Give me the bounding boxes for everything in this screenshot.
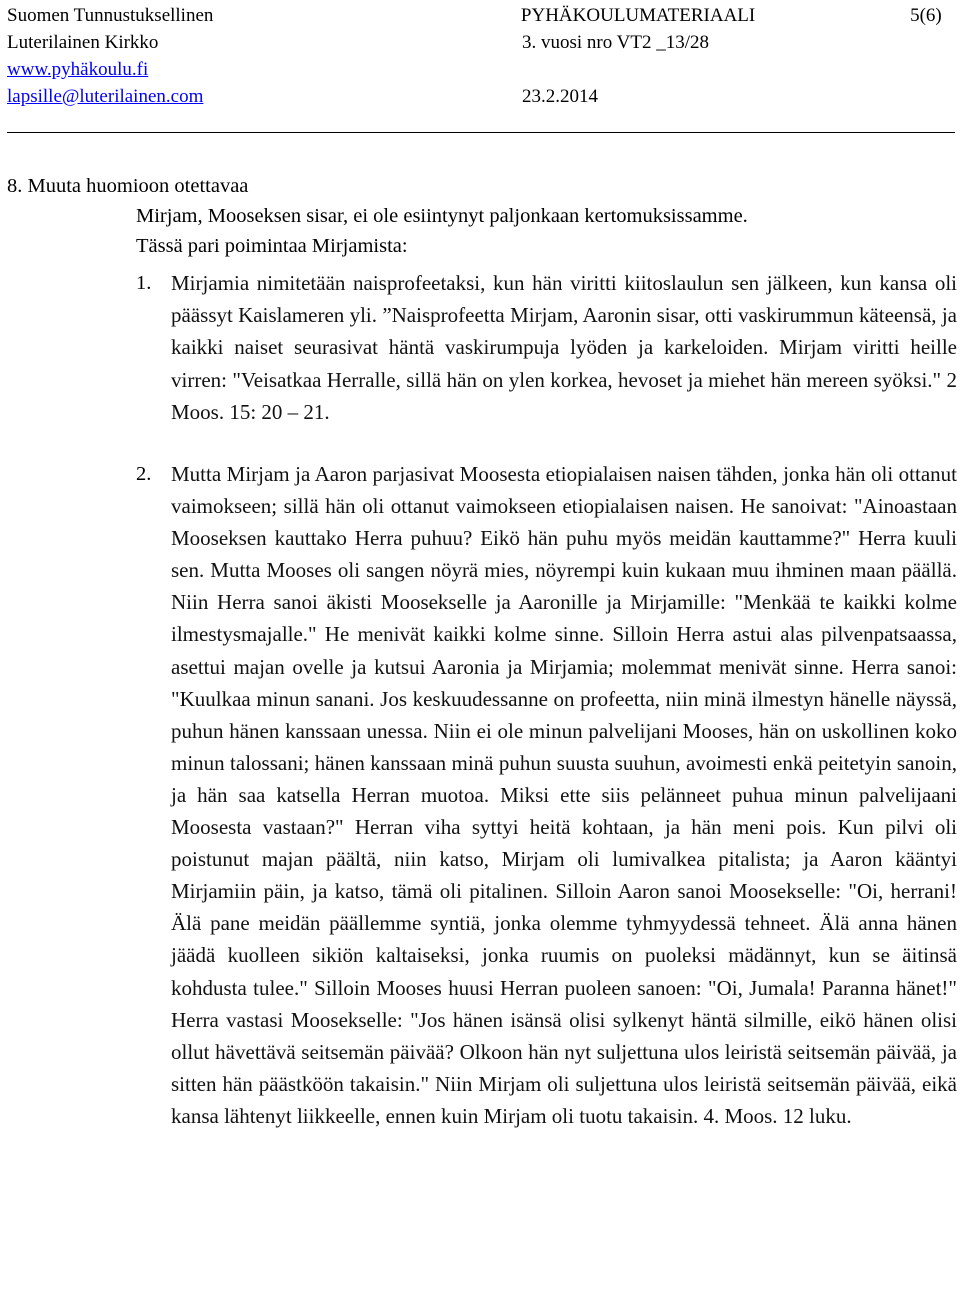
header-divider [7,132,955,133]
material-title: PYHÄKOULUMATERIAALI [520,5,756,26]
header-row-4 [7,83,955,110]
header-row-2 [7,29,955,56]
header-row-3 [7,56,955,83]
intro-line-1: Mirjam, Mooseksen sisar, ei ole esiintynyt paljonkaan kertomuksissamme. [136,205,748,227]
intro-line-2: Tässä pari poimintaa Mirjamista: [136,235,408,257]
website-link[interactable]: www.pyhäkoulu.fi [7,59,149,80]
header-row-1 [7,2,955,29]
email-link[interactable]: lapsille@luterilainen.com [7,86,204,107]
lesson-code: 3. vuosi nro VT2 _13/28 [522,32,710,53]
page-header [7,2,955,110]
item-2-number: 2. [136,463,152,485]
section-intro [136,201,748,261]
church-name-line1: Suomen Tunnustuksellinen [7,5,214,26]
document-date: 23.2.2014 [522,86,598,107]
section-heading: 8. Muuta huomioon otettavaa [7,175,249,197]
item-2-text: Mutta Mirjam ja Aaron parjasivat Moosesta etiopialaisen naisen tähden, jonka hän oli ottanut vaimokseen; sillä hän oli ottanut vaimokseen etiopialaisen naisen. He sanoivat: "Ainoastaan Mooseksen kauttako Herra puhuu? Eikö hän puhu myös meidän kauttamme?" Herra kuuli sen. Mutta Mooses oli sangen nöyrä mies, nöyrempi kuin kukaan muu ihminen maan päällä. Niin Herra sanoi äkisti Moosekselle ja Aaronille ja Mirjamille: "Menkää te kaikki kolme ilmestysmajalle." He menivät kaikki kolme sinne. Silloin Herra astui alas pilvenpatsaassa, asettui majan ovelle ja kutsui Aaronia ja Mirjamia; molemmat menivät sinne. Herra sanoi: "Kuulkaa minun sanani. Jos keskuudessanne on profeetta, niin minä ilmestyn hänelle näyssä, puhun hänen kanssaan unessa. Niin ei ole minun palvelijani Mooses, hän on uskollinen koko minun talossani; hänen kanssaan minä puhun suusta suuhun, avoimesti enkä peitetyin sanoin, ja hän saa katsella Herran muotoa. Miksi ette siis pelänneet puhua minun palvelijaani Moosesta vastaan?" Herran viha syttyi heitä kohtaan, ja hän meni pois. Kun pilvi oli poistunut majan päältä, niin katso, Mirjam oli lumivalkea pitalista; ja Aaron kääntyi Mirjamiin päin, ja katso, tämä oli pitalinen. Silloin Aaron sanoi Moosekselle: "Oi, herrani! Älä pane meidän päällemme syntiä, jonka olemme tyhmyydessä tehneet. Älä anna hänen jäädä kuolleen sikiön kaltaiseksi, jonka ruumis on puoleksi mädännyt, kun se äitinsä kohdusta tulee." Silloin Mooses huusi Herran puoleen sanoen: "Oi, Jumala! Paranna hänet!" Herra vastasi Moosekselle: "Jos hänen isänsä olisi sylkenyt häntä silmille, eikö hänen olisi ollut hävettävä seitsemän päivää? Olkoon hän nyt suljettuna ulos leiristä seitsemän päivää, ja sitten hän päästköön takaisin." Niin Mirjam oli suljettuna ulos leiristä seitsemän päivää, eikä kansa lähtenyt liikkeelle, ennen kuin Mirjam oli tuotu takaisin. 4. Moos. 12 luku. [171,462,957,1128]
item-1-text: Mirjamia nimitetään naisprofeetaksi, kun hän viritti kiitoslaulun sen jälkeen, kun kansa oli päässyt Kaislameren yli. ”Naisprofeetta Mirjam, Aaronin sisar, otti vaskirummun käteensä, ja kaikki naiset seurasivat häntä vaskirumpuja lyöden ja karkeloiden. Mirjam viritti heille virren: "Veisatkaa Herralle, sillä hän on ylen korkea, hevoset ja miehet hän mereen syöksi." 2 Moos. 15: 20 – 21. [171,271,957,424]
church-name-line2: Luterilainen Kirkko [7,32,159,53]
item-1-number: 1. [136,272,152,294]
page-number: 5(6) [910,5,942,26]
